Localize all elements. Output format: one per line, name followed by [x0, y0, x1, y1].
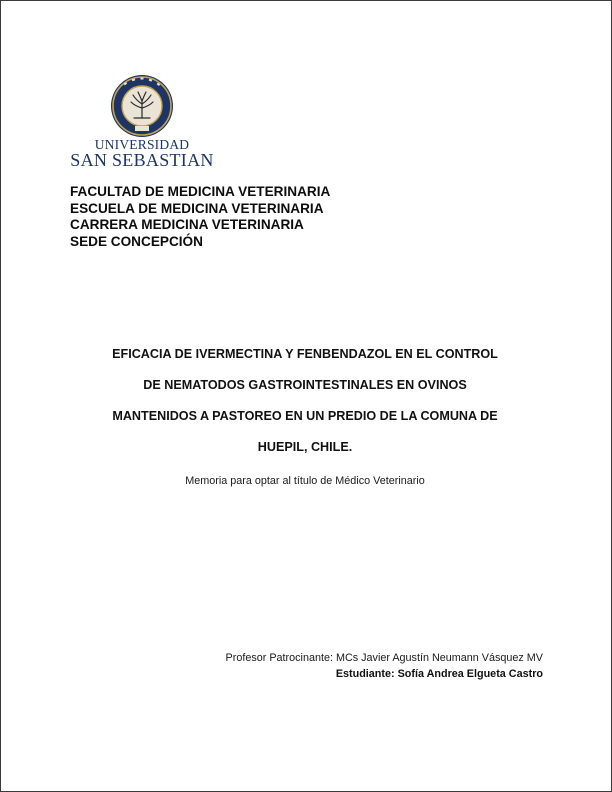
- university-seal-icon: [110, 74, 174, 138]
- university-logo: [68, 74, 216, 170]
- faculty-block: [70, 184, 330, 250]
- campus-line: SEDE CONCEPCIÓN: [70, 233, 203, 249]
- school-line: ESCUELA DE MEDICINA VETERINARIA: [70, 200, 324, 216]
- student-line: Estudiante: Sofía Andrea Elgueta Castro: [335, 668, 543, 680]
- university-name-line1: UNIVERSIDAD: [94, 137, 190, 152]
- faculty-line: FACULTAD DE MEDICINA VETERINARIA: [70, 184, 331, 199]
- title-line: MANTENIDOS A PASTOREO EN UN PREDIO DE LA COMUNA DE: [112, 409, 498, 423]
- title-line: EFICACIA DE IVERMECTINA Y FENBENDAZOL EN EL CONTROL: [112, 347, 498, 361]
- credits-block: [226, 650, 543, 682]
- thesis-title: [70, 344, 540, 468]
- advisor-line: Profesor Patrocinante: MCs Javier Agustín Neumann Vásquez MV: [225, 652, 543, 664]
- university-name-line2: SAN SEBASTIAN: [70, 150, 214, 170]
- career-line: CARRERA MEDICINA VETERINARIA: [70, 217, 304, 232]
- thesis-subtitle: Memoria para optar al título de Médico Veterinario: [185, 475, 425, 487]
- title-line: HUEPIL, CHILE.: [257, 440, 353, 454]
- title-line: DE NEMATODOS GASTROINTESTINALES EN OVINOS: [143, 378, 467, 392]
